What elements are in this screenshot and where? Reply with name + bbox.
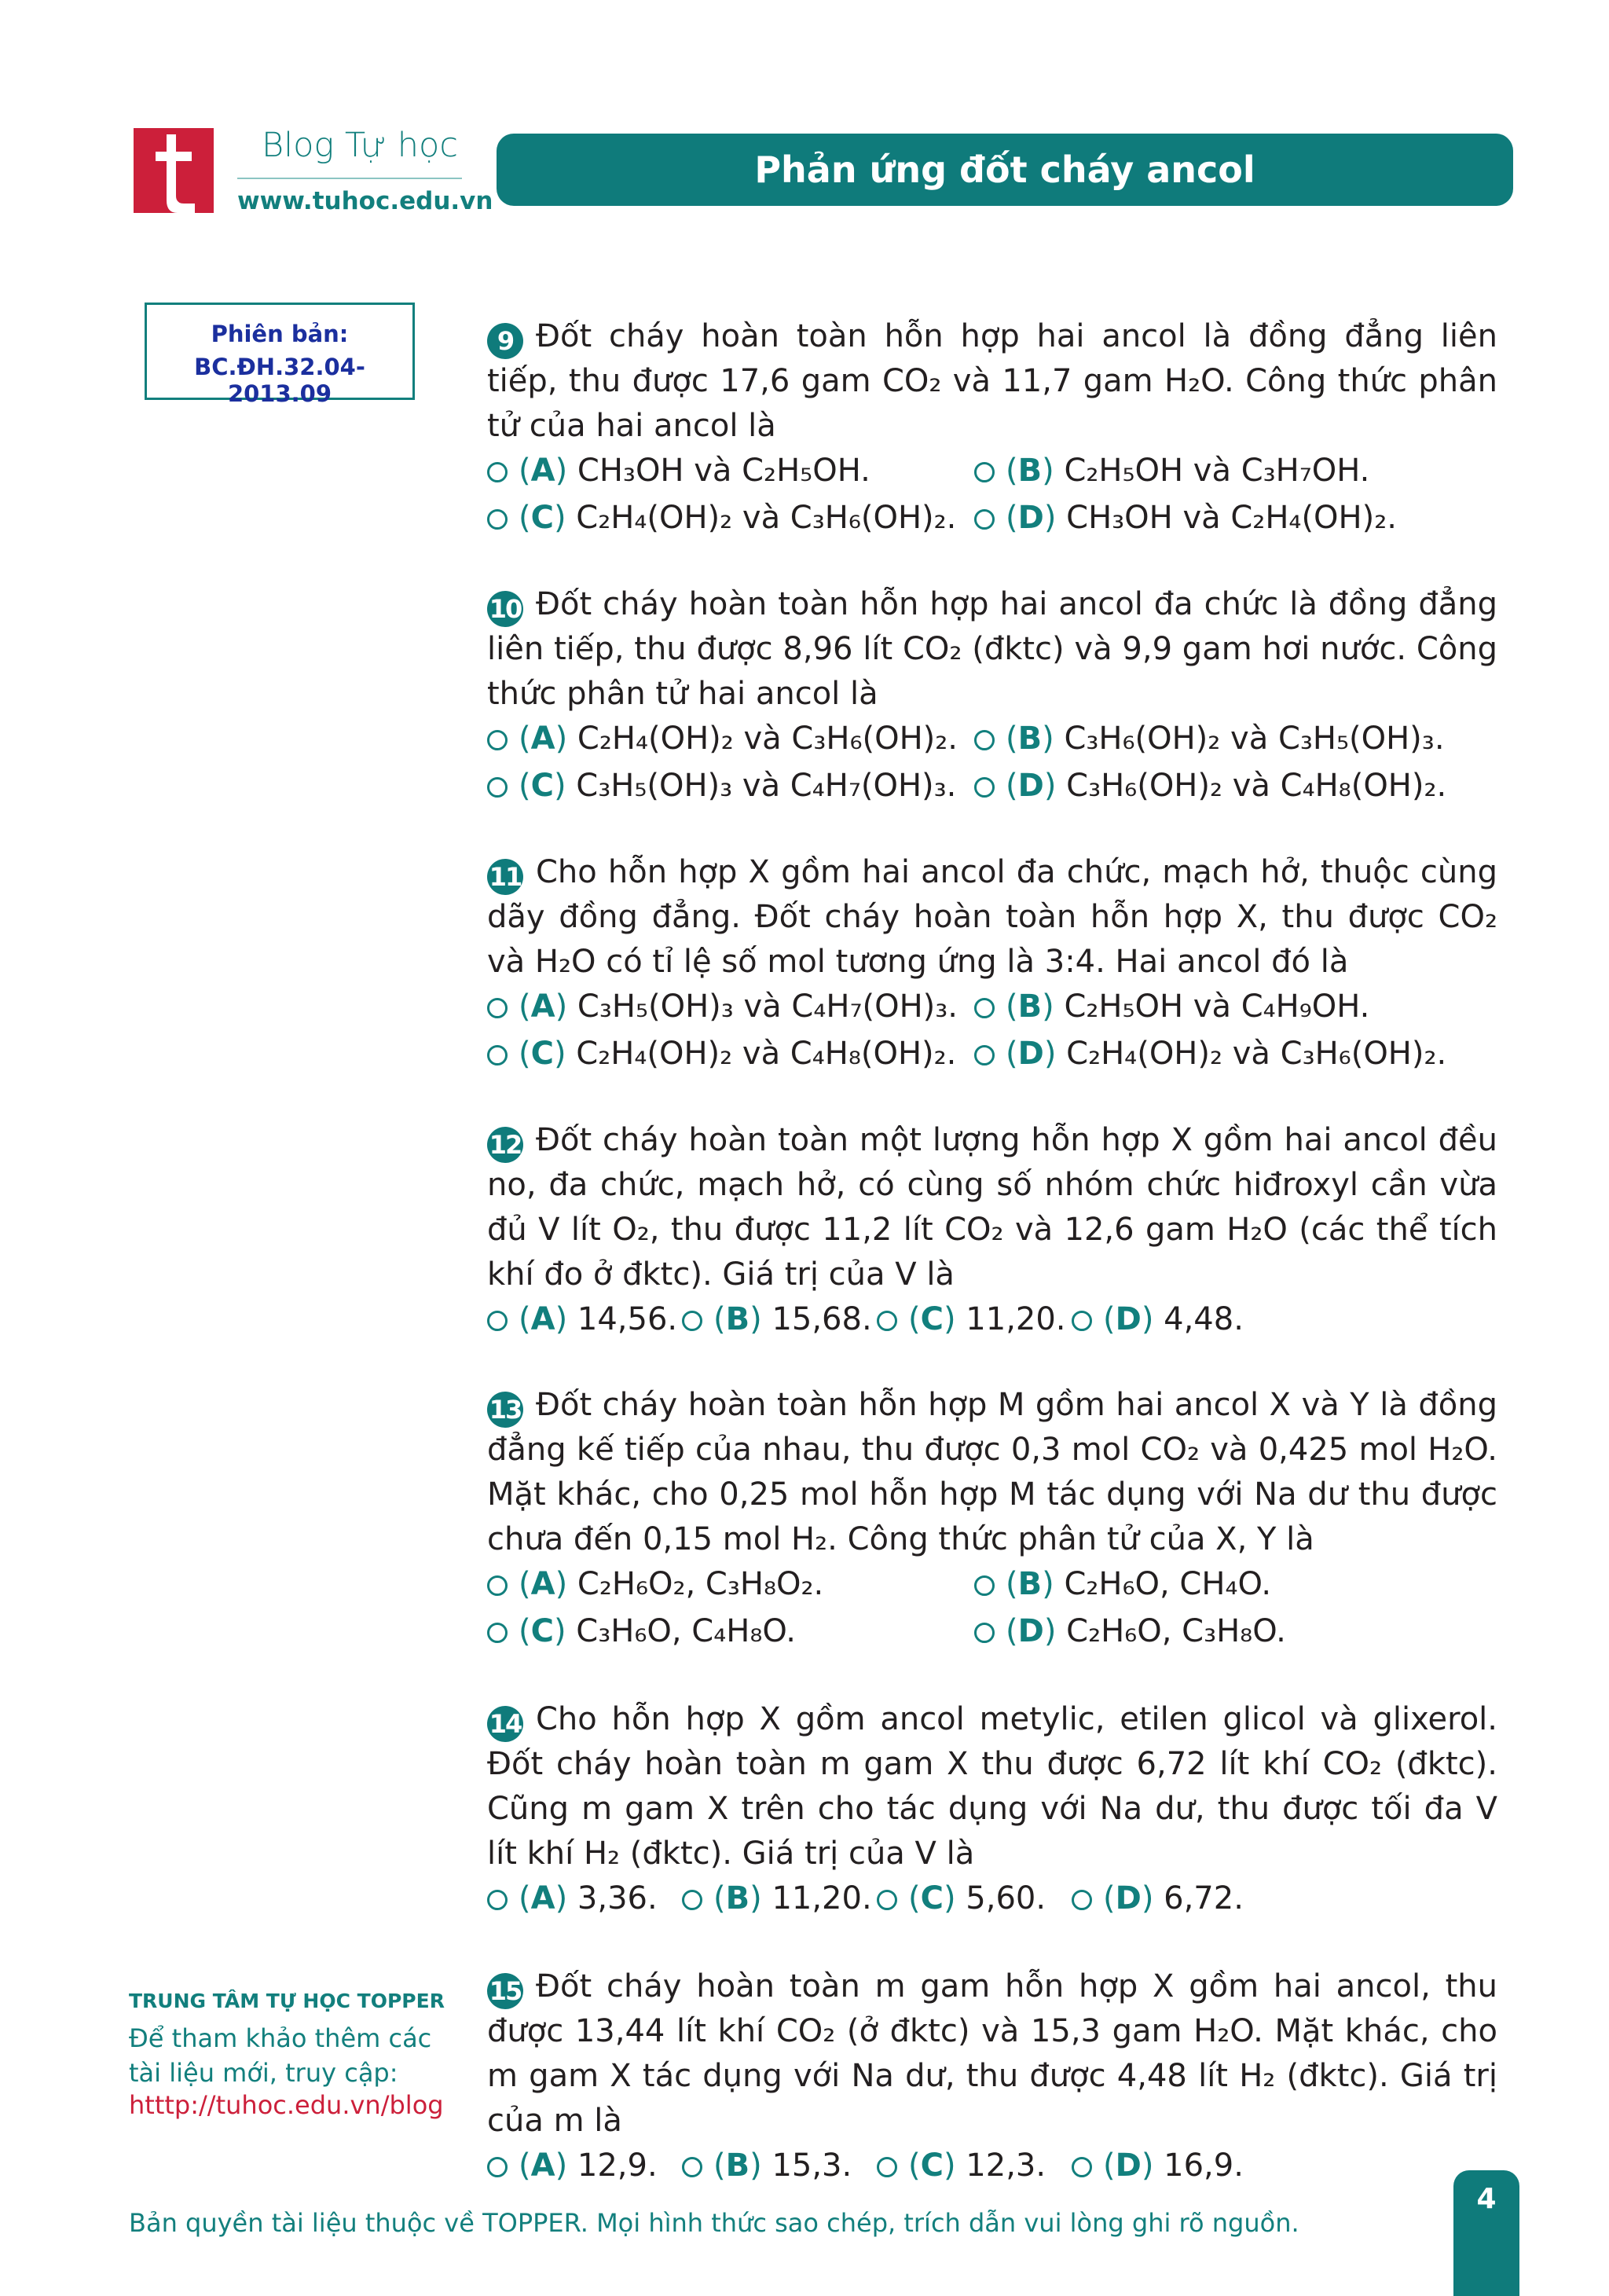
radio-circle-icon[interactable] bbox=[487, 1623, 508, 1643]
question-number: 12 bbox=[487, 1127, 523, 1163]
radio-circle-icon[interactable] bbox=[877, 1890, 897, 1910]
radio-circle-icon[interactable] bbox=[682, 1890, 702, 1910]
option-c[interactable]: (C) C₂H₄(OH)₂ và C₃H₆(OH)₂. bbox=[487, 496, 956, 541]
option-row bbox=[487, 1609, 1497, 1656]
logo bbox=[134, 128, 214, 213]
version-label: Phiên bản: bbox=[211, 321, 349, 347]
center-name: TRUNG TÂM TỰ HỌC TOPPER bbox=[129, 1990, 445, 2012]
question-number: 13 bbox=[487, 1392, 523, 1428]
radio-circle-icon[interactable] bbox=[974, 730, 995, 750]
option-row bbox=[487, 1032, 1497, 1079]
radio-circle-icon[interactable] bbox=[487, 730, 508, 750]
radio-circle-icon[interactable] bbox=[487, 2157, 508, 2177]
page-title: Phản ứng đốt cháy ancol bbox=[497, 134, 1513, 206]
radio-circle-icon[interactable] bbox=[487, 462, 508, 482]
option-b[interactable]: (B) C₃H₆(OH)₂ và C₃H₅(OH)₃. bbox=[974, 717, 1445, 761]
option-row bbox=[487, 764, 1497, 811]
option-c[interactable]: (C) C₃H₅(OH)₃ và C₄H₇(OH)₃. bbox=[487, 764, 956, 809]
option-row bbox=[487, 1562, 1497, 1609]
radio-circle-icon[interactable] bbox=[974, 1623, 995, 1643]
radio-circle-icon[interactable] bbox=[1072, 1890, 1092, 1910]
question-stem: 14 Cho hỗn hợp X gồm ancol metylic, etilen glicol và glixerol. Đốt cháy hoàn toàn m gam X thu được 6,72 lít khí CO₂ (đktc). Cũng m gam X trên cho tác dụng với Na dư, thu được tối đa V lít khí H₂ (đktc). Giá trị của V là bbox=[487, 1701, 1497, 1872]
option-c[interactable]: (C) 11,20. bbox=[877, 1297, 1066, 1342]
question-13 bbox=[487, 1383, 1497, 1656]
option-c[interactable]: (C) 5,60. bbox=[877, 1876, 1046, 1921]
radio-circle-icon[interactable] bbox=[974, 1045, 995, 1065]
option-d[interactable]: (D) 6,72. bbox=[1072, 1876, 1244, 1921]
radio-circle-icon[interactable] bbox=[877, 2157, 897, 2177]
version-box bbox=[145, 303, 415, 407]
question-9 bbox=[487, 314, 1497, 543]
option-b[interactable]: (B) 11,20. bbox=[682, 1876, 872, 1921]
option-row bbox=[487, 1876, 1497, 1924]
option-row bbox=[487, 449, 1497, 496]
option-d[interactable]: (D) C₃H₆(OH)₂ và C₄H₈(OH)₂. bbox=[974, 764, 1446, 809]
question-number: 15 bbox=[487, 1973, 523, 2009]
blog-url[interactable]: www.tuhoc.edu.vn bbox=[237, 187, 493, 215]
option-d[interactable]: (D) C₂H₄(OH)₂ và C₃H₆(OH)₂. bbox=[974, 1032, 1446, 1076]
radio-circle-icon[interactable] bbox=[487, 1045, 508, 1065]
option-b[interactable]: (B) 15,68. bbox=[682, 1297, 872, 1342]
blog-link[interactable]: htttp://tuhoc.edu.vn/blog bbox=[129, 2090, 444, 2120]
copyright-note: Bản quyền tài liệu thuộc về TOPPER. Mọi hình thức sao chép, trích dẫn vui lòng ghi rõ nguồn. bbox=[129, 2208, 1299, 2238]
option-d[interactable]: (D) CH₃OH và C₂H₄(OH)₂. bbox=[974, 496, 1397, 541]
question-number: 10 bbox=[487, 591, 523, 627]
question-stem: 13 Đốt cháy hoàn toàn hỗn hợp M gồm hai ancol X và Y là đồng đẳng kế tiếp của nhau, thu được 0,3 mol CO₂ và 0,425 mol H₂O. Mặt khác, cho 0,25 mol hỗn hợp M tác dụng với Na dư thu được chưa đến 0,15 mol H₂. Công thức phân tử của X, Y là bbox=[487, 1387, 1497, 1557]
option-row bbox=[487, 717, 1497, 764]
radio-circle-icon[interactable] bbox=[974, 777, 995, 798]
option-a[interactable]: (A) C₂H₄(OH)₂ và C₃H₆(OH)₂. bbox=[487, 717, 958, 761]
question-number: 9 bbox=[487, 323, 523, 359]
option-c[interactable]: (C) C₂H₄(OH)₂ và C₄H₈(OH)₂. bbox=[487, 1032, 956, 1076]
option-b[interactable]: (B) C₂H₅OH và C₃H₇OH. bbox=[974, 449, 1369, 493]
option-b[interactable]: (B) C₂H₆O, CH₄O. bbox=[974, 1562, 1271, 1607]
option-row bbox=[487, 2144, 1497, 2191]
option-a[interactable]: (A) 3,36. bbox=[487, 1876, 658, 1921]
question-stem: 9 Đốt cháy hoàn toàn hỗn hợp hai ancol là đồng đẳng liên tiếp, thu được 17,6 gam CO₂ và 11,7 gam H₂O. Công thức phân tử của hai ancol là bbox=[487, 318, 1497, 444]
question-12 bbox=[487, 1118, 1497, 1344]
option-row bbox=[487, 496, 1497, 543]
question-11 bbox=[487, 850, 1497, 1079]
page-number: 4 bbox=[1453, 2170, 1519, 2296]
option-a[interactable]: (A) 14,56. bbox=[487, 1297, 677, 1342]
option-d[interactable]: (D) 16,9. bbox=[1072, 2144, 1244, 2188]
radio-circle-icon[interactable] bbox=[487, 777, 508, 798]
question-stem: 12 Đốt cháy hoàn toàn một lượng hỗn hợp X gồm hai ancol đều no, đa chức, mạch hở, có cùng số nhóm chức hiđroxyl cần vừa đủ V lít O₂, thu được 11,2 lít CO₂ và 12,6 gam H₂O (các thể tích khí đo ở đktc). Giá trị của V là bbox=[487, 1122, 1497, 1293]
radio-circle-icon[interactable] bbox=[487, 1890, 508, 1910]
question-number: 11 bbox=[487, 859, 523, 895]
radio-circle-icon[interactable] bbox=[974, 998, 995, 1018]
question-15 bbox=[487, 1964, 1497, 2191]
question-number: 14 bbox=[487, 1706, 523, 1742]
option-b[interactable]: (B) 15,3. bbox=[682, 2144, 852, 2188]
radio-circle-icon[interactable] bbox=[1072, 1311, 1092, 1331]
radio-circle-icon[interactable] bbox=[487, 509, 508, 530]
option-a[interactable]: (A) C₃H₅(OH)₃ và C₄H₇(OH)₃. bbox=[487, 985, 958, 1029]
divider bbox=[237, 178, 462, 179]
radio-circle-icon[interactable] bbox=[974, 1575, 995, 1596]
radio-circle-icon[interactable] bbox=[487, 1311, 508, 1331]
version-code: BC.ĐH.32.04-2013.09 bbox=[194, 354, 365, 407]
radio-circle-icon[interactable] bbox=[877, 1311, 897, 1331]
radio-circle-icon[interactable] bbox=[682, 1311, 702, 1331]
sidebar-text: Để tham khảo thêm các tài liệu mới, truy cập: bbox=[129, 2023, 432, 2088]
option-a[interactable]: (A) CH₃OH và C₂H₅OH. bbox=[487, 449, 870, 493]
radio-circle-icon[interactable] bbox=[487, 1575, 508, 1596]
question-14 bbox=[487, 1697, 1497, 1924]
question-stem: 10 Đốt cháy hoàn toàn hỗn hợp hai ancol đa chức là đồng đẳng liên tiếp, thu được 8,96 lít CO₂ (đktc) và 9,9 gam hơi nước. Công thức phân tử hai ancol là bbox=[487, 586, 1497, 712]
radio-circle-icon[interactable] bbox=[974, 509, 995, 530]
option-row bbox=[487, 1297, 1497, 1344]
option-a[interactable]: (A) C₂H₆O₂, C₃H₈O₂. bbox=[487, 1562, 823, 1607]
question-stem: 15 Đốt cháy hoàn toàn m gam hỗn hợp X gồm hai ancol, thu được 13,44 lít khí CO₂ (ở đktc) và 15,3 gam H₂O. Mặt khác, cho m gam X tác dụng với Na dư, thu được 4,48 lít H₂ (đktc). Giá trị của m là bbox=[487, 1968, 1497, 2139]
option-c[interactable]: (C) C₃H₆O, C₄H₈O. bbox=[487, 1609, 796, 1654]
question-stem: 11 Cho hỗn hợp X gồm hai ancol đa chức, mạch hở, thuộc cùng dãy đồng đẳng. Đốt cháy hoàn toàn hỗn hợp X, thu được CO₂ và H₂O có tỉ lệ số mol tương ứng là 3:4. Hai ancol đó là bbox=[487, 854, 1497, 980]
option-d[interactable]: (D) 4,48. bbox=[1072, 1297, 1244, 1342]
radio-circle-icon[interactable] bbox=[974, 462, 995, 482]
option-d[interactable]: (D) C₂H₆O, C₃H₈O. bbox=[974, 1609, 1286, 1654]
radio-circle-icon[interactable] bbox=[682, 2157, 702, 2177]
option-row bbox=[487, 985, 1497, 1032]
blog-name: Blog Tự học bbox=[262, 126, 458, 165]
radio-circle-icon[interactable] bbox=[1072, 2157, 1092, 2177]
logo-t-mark bbox=[134, 128, 214, 213]
option-b[interactable]: (B) C₂H₅OH và C₄H₉OH. bbox=[974, 985, 1369, 1029]
option-c[interactable]: (C) 12,3. bbox=[877, 2144, 1046, 2188]
question-10 bbox=[487, 582, 1497, 811]
radio-circle-icon[interactable] bbox=[487, 998, 508, 1018]
option-a[interactable]: (A) 12,9. bbox=[487, 2144, 658, 2188]
